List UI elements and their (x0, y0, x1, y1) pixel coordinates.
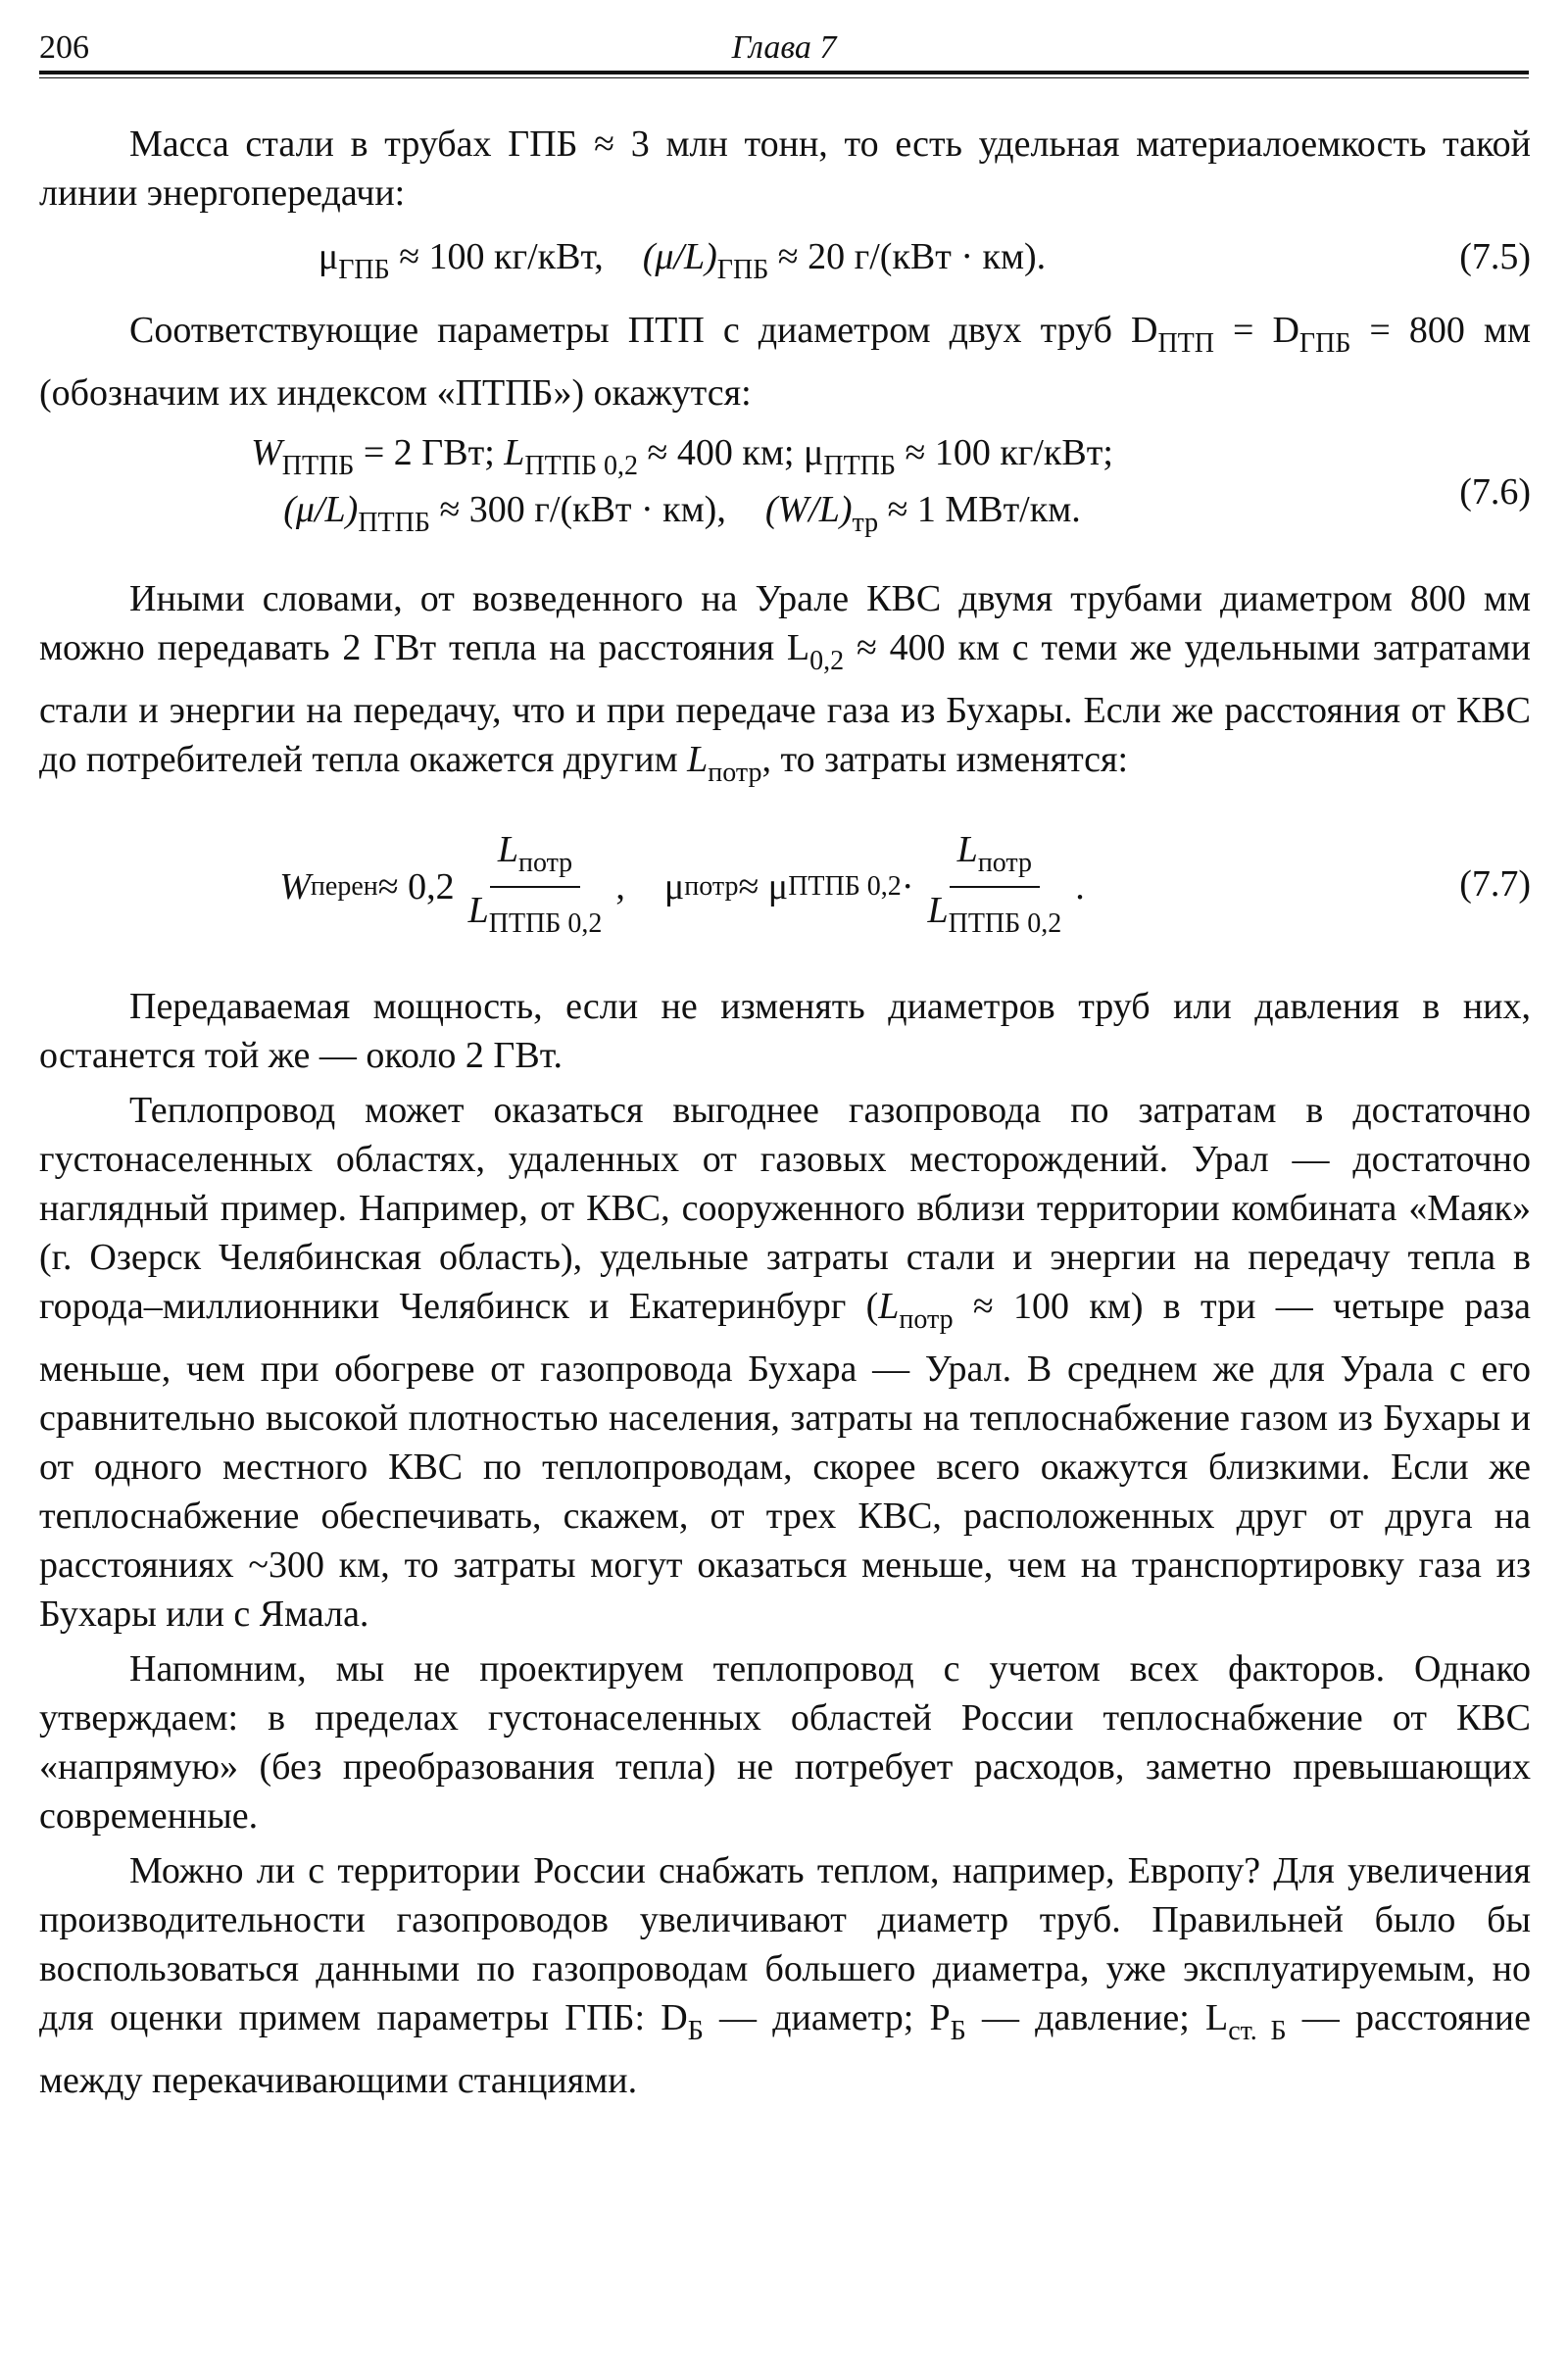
page-number: 206 (39, 29, 89, 66)
paragraph-6: Напомним, мы не проектируем теплопровод с учетом всех факторов. Однако утверждаем: в пределах густонаселенных областей России теплоснабжение от КВС «напрямую» (без преобразования тепла) не потребует расходов, заметно превышающих современные. (39, 1648, 1531, 1837)
paragraph-4: Передаваемая мощность, если не изменять диаметров труб или давления в них, останется той же — около 2 ГВт. (39, 986, 1531, 1076)
paragraph-5: Теплопровод может оказаться выгоднее газопровода по затратам в достаточно густонаселенных областях, удаленных от газовых месторождений. Урал — достаточно наглядный пример. Например, от КВС, сооруженного вблизи территории комбината «Маяк» (г. Озерск Челябинская область), удельные затраты стали и энергии на передачу тепла в города–миллионники Челябинск и Екатеринбург ($L_{потр} \approx 100$ км) в три — четыре раза меньше, чем при обогреве от газопровода Бухара — Урал. В среднем же для Урала с его сравнительно высокой плотностью населения, затраты на теплоснабжение газом из Бухары и от одного местного КВС по теплопроводам, скорее всего окажутся близкими. Если же теплоснабжение обеспечивать, скажем, от трех КВС, расположенных друг от друга на расстояниях ~300 км, то затраты могут оказаться меньше, чем на транспортировку газа из Бухары или с Ямала. (39, 1090, 1532, 1635)
paragraph-1: Масса стали в трубах ГПБ ≈ 3 млн тонн, то есть удельная материалоемкость такой линии энергопередачи: (39, 123, 1531, 214)
equation-number: (7.6) (1459, 471, 1531, 513)
equation-number: (7.5) (1459, 236, 1531, 277)
equation-number: (7.7) (1459, 863, 1531, 905)
header-rule-thin (39, 77, 1529, 78)
equation-7-7 (39, 813, 1531, 960)
paragraph-3: Иными словами, от возведенного на Урале КВС двумя трубами диаметром 800 мм можно передавать 2 ГВт тепла на расстояния $L_{0,2} \approx 400$ км с теми же удельными затратами стали и энергии на передачу, что и при передаче газа из Бухары. Если же расстояния от КВС до потребителей тепла окажется другим $L_{потр}$, то затраты изменятся: (39, 578, 1531, 788)
equation-7-5 (39, 235, 1531, 306)
header-rule-thick (39, 71, 1529, 74)
equation-7-7-body: W перен ≈ 0,2 $\frac{L_{потр}}{L_{ПТПБ 0,2}}$ , μ потр ≈ μ ПТПБ 0,2 · $\frac{L_{потр}}{L_{ПТПБ 0,2}}$ . (39, 813, 1325, 960)
fraction-1: $\frac{L_{потр}}{L_{ПТПБ 0,2}}$ (467, 829, 603, 939)
paragraph-7: Можно ли с территории России снабжать теплом, например, Европу? Для увеличения производительности газопроводов увеличивают диаметр труб. Правильней было бы воспользоваться данными по газопроводам большего диаметра, уже эксплуатируемым, но для оценки примем параметры ГПБ: $D_Б$ — диаметр; $P_Б$ — давление; $L_{ст. Б}$ — расстояние между перекачивающими станциями. (39, 1850, 1532, 2101)
equation-7-6-line-2: $(\mu/L)_{ПТПБ} \approx 300$ г/(кВт · км), $(W/L)_{тр} \approx 1$ МВт/км. (283, 489, 1081, 538)
paragraph-2: Соответствующие параметры ПТП с диаметром двух труб $D_{ПТП} = D_{ГПБ} = 800$ мм (обозначим их индексом «ПТПБ») окажутся: (39, 310, 1531, 414)
equation-7-5-body: $\mu_{ГПБ} \approx 100$ кг/кВт, $(\mu/L)_{ГПБ} \approx 20$ г/(кВт · км). (318, 236, 1047, 285)
equation-7-6 (39, 431, 1531, 559)
running-head: Глава 7 (731, 29, 837, 66)
equation-7-6-line-1: $W_{ПТПБ} = 2$ ГВт; $L_{ПТПБ 0,2} \approx 400$ км; $\mu_{ПТПБ} \approx 100$ кг/кВт; (251, 432, 1113, 481)
fraction-2: $\frac{L_{потр}}{L_{ПТПБ 0,2}}$ (927, 829, 1062, 939)
page-content (39, 120, 1531, 2105)
